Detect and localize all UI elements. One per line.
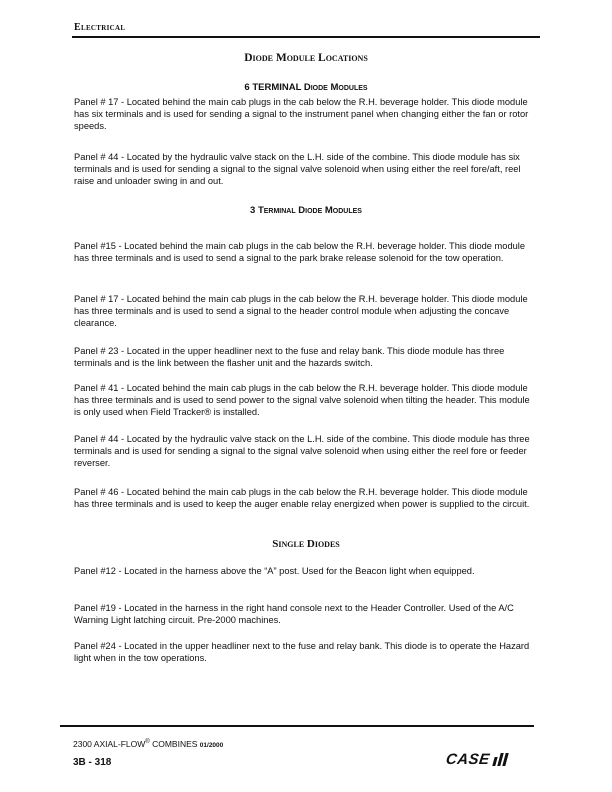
section-header: Electrical — [74, 22, 126, 33]
page-number: 3B - 318 — [73, 757, 112, 768]
paragraph-panel-23: Panel # 23 - Located in the upper headliner next to the fuse and relay bank. This diode module has three terminals and is the link between the flasher unit and the hazards switch. — [74, 346, 505, 369]
paragraph-panel-15: Panel #15 - Located behind the main cab plugs in the cab below the R.H. beverage holder. This diode module has three terminals and is used to send a signal to the park brake release solenoid for the tow operation. — [74, 241, 526, 264]
registered-mark: ® — [145, 739, 150, 746]
footer-date: 01/2000 — [199, 742, 224, 749]
paragraph-panel-17-six: Panel # 17 - Located behind the main cab plugs in the cab below the R.H. beverage holder. This diode module has six terminals and is used for sending a signal to the instrument panel when changing either the fan or rotor speeds. — [74, 97, 529, 132]
footer-model-suffix: COMBINES — [149, 739, 200, 749]
section-heading-6-terminal: 6 TERMINAL Diode Modules — [244, 82, 368, 93]
paragraph-panel-24: Panel #24 - Located in the upper headliner next to the fuse and relay bank. This diode is to operate the Hazard light when in the tow operations. — [74, 641, 530, 664]
paragraph-panel-44-six: Panel # 44 - Located by the hydraulic valve stack on the L.H. side of the combine. This diode module has six terminals and is used for sending a signal to the signal valve solenoid when using either the reel fore/aft, reel raise and unloader swing in and out. — [74, 152, 521, 187]
page-title: Diode Module Locations — [244, 52, 368, 64]
footer-model — [73, 739, 223, 749]
footer-model-name: 2300 AXIAL-FLOW — [73, 739, 146, 749]
paragraph-panel-19: Panel #19 - Located in the harness in the right hand console next to the Header Controller. Used of the A/C Warning Light latching circuit. Pre-2000 machines. — [74, 603, 514, 626]
paragraph-panel-17-three: Panel # 17 - Located behind the main cab plugs in the cab below the R.H. beverage holder. This diode module has three terminals and is used to send a signal to the header control module when adjusting the concave clearance. — [74, 294, 528, 329]
case-logo — [446, 750, 507, 768]
footer-rule — [60, 725, 534, 727]
section-heading-single-diodes: Single Diodes — [272, 538, 340, 550]
paragraph-panel-44-three: Panel # 44 - Located by the hydraulic valve stack on the L.H. side of the combine. This diode module has three terminals and is used for sending a signal to the signal valve solenoid when using either the reel fore or feeder reverser. — [74, 434, 530, 469]
section-heading-3-terminal: 3 Terminal Diode Modules — [250, 205, 362, 216]
paragraph-panel-12: Panel #12 - Located in the harness above the “A” post. Used for the Beacon light when equipped. — [74, 566, 475, 576]
paragraph-panel-46: Panel # 46 - Located behind the main cab plugs in the cab below the R.H. beverage holder. This diode module has three terminals and is used to keep the auger enable relay energized when power is supplied to the circuit. — [74, 487, 530, 510]
header-rule — [72, 36, 540, 38]
logo-text: CASE — [444, 750, 491, 768]
logo-bars-icon — [492, 753, 508, 766]
paragraph-panel-41: Panel # 41 - Located behind the main cab plugs in the cab below the R.H. beverage holder. This diode module has three terminals and is used to send power to the signal valve solenoid when tilting the header. This module is only used when Field Tracker® is installed. — [74, 383, 530, 418]
